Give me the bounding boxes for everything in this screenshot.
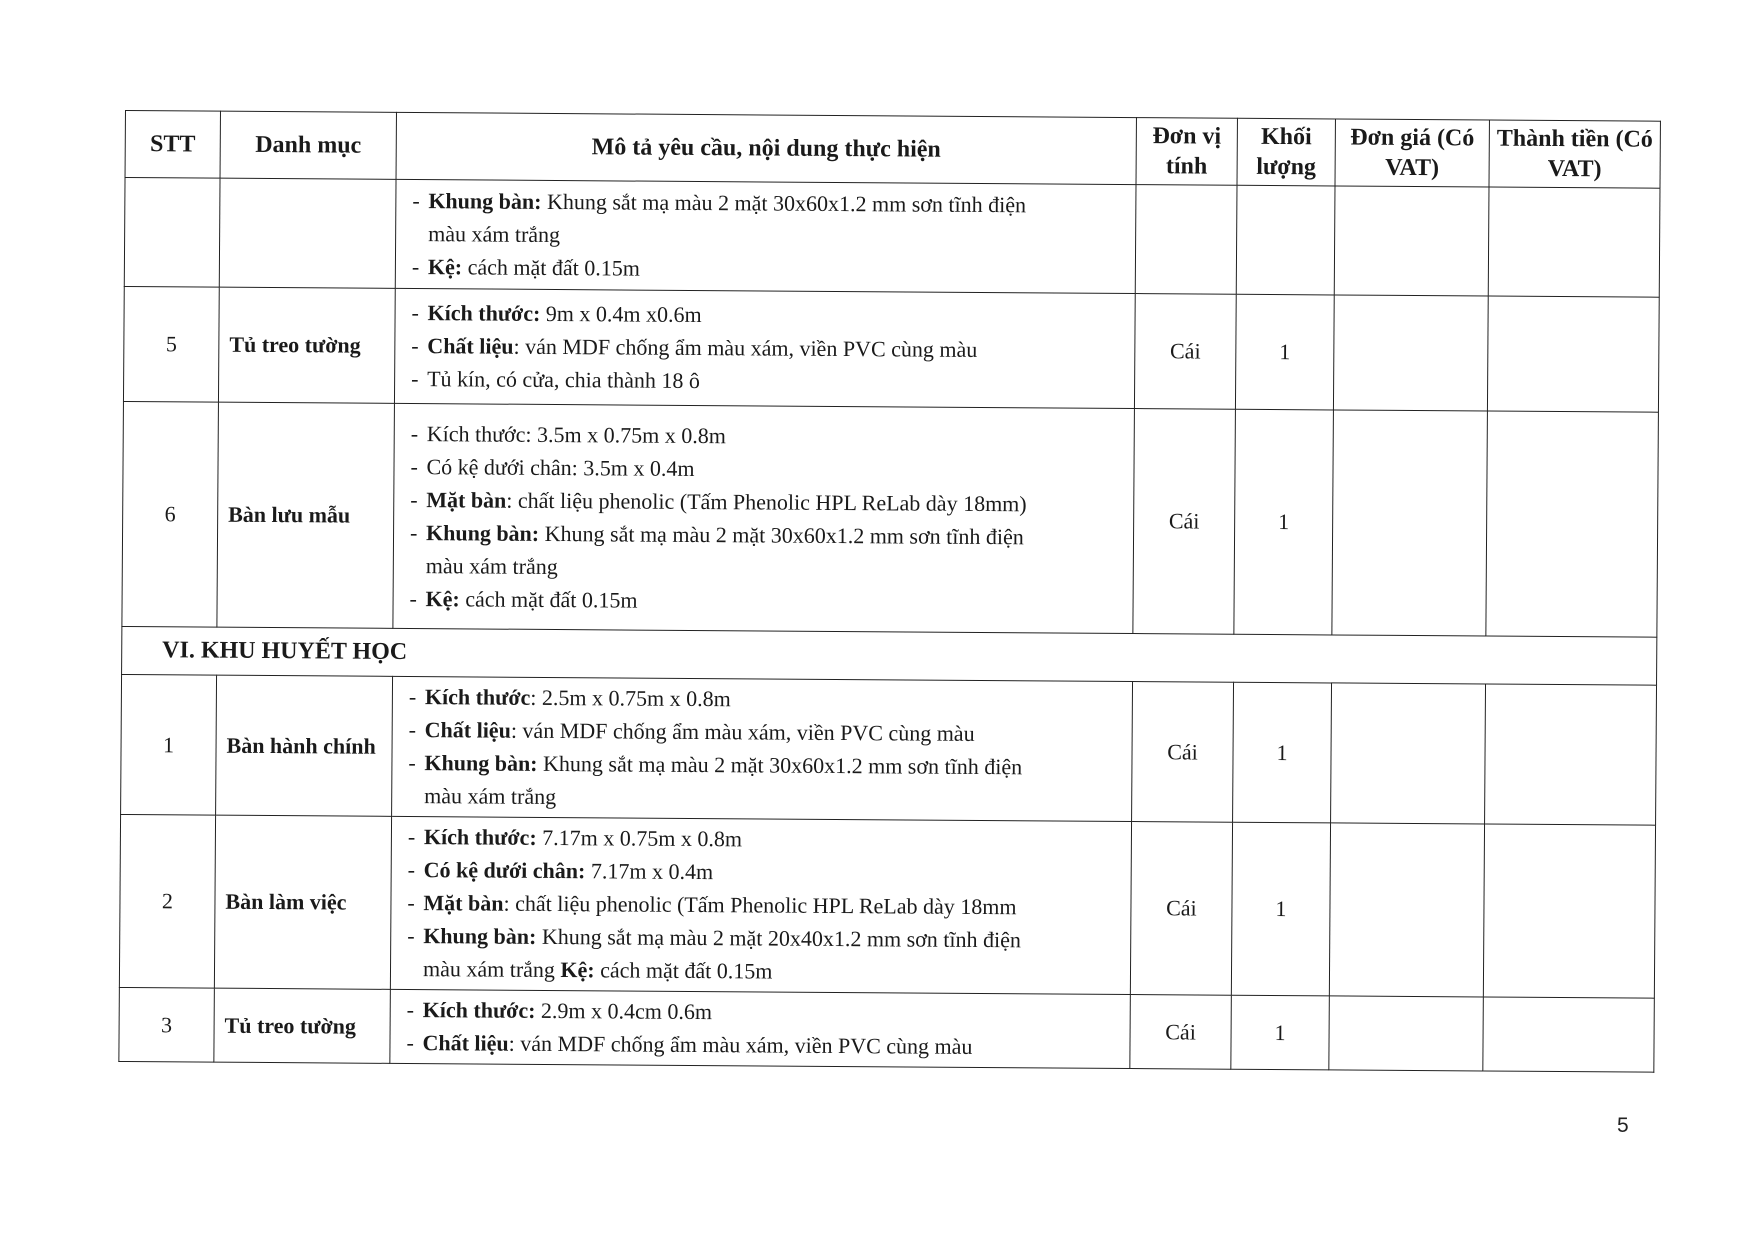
desc-line: - Kích thước: 7.17m x 0.75m x 0.8m [407,823,743,852]
desc-line: - Chất liệu: ván MDF chống ẩm màu xám, viền PVC cùng màu [408,716,975,746]
cell-unit: Cái [1132,682,1234,823]
table-row [123,286,1659,412]
cell-quantity: 1 [1231,995,1330,1070]
cell-quantity: 1 [1234,409,1334,635]
desc-line: - Kích thước: 2.9m x 0.4cm 0.6m [406,996,713,1025]
cell-stt: 2 [119,814,215,988]
cell-stt: 1 [121,674,217,815]
desc-line: - Có kệ dưới chân: 3.5m x 0.4m [410,453,695,481]
desc-line: - Có kệ dưới chân: 7.17m x 0.4m [407,856,714,885]
cell-category: Bàn hành chính [216,675,393,816]
desc-line: - Kệ: cách mặt đất 0.15m [409,585,638,613]
desc-line: - Kích thước: 9m x 0.4m x0.6m [411,300,702,328]
cell-unit: Cái [1134,294,1236,410]
desc-line: - Khung bàn: Khung sắt mạ màu 2 mặt 20x40x1.2 mm sơn tĩnh điện màu xám trắng Kệ: cách mặt đất 0.15m [407,922,1022,984]
section-label: VI. KHU HUYẾT HỌC [162,637,408,665]
cell-total [1485,684,1657,825]
cell-stt [124,178,220,288]
cell-total [1483,997,1655,1072]
cell-unit: Cái [1130,995,1232,1070]
cell-quantity: 1 [1235,294,1334,410]
equipment-spec-table [118,110,1661,1073]
cell-unit [1135,185,1237,295]
header-total: Thành tiền (Có VAT) [1489,120,1660,188]
cell-unit-price [1334,186,1489,296]
cell-quantity: 1 [1231,822,1330,996]
cell-description [392,676,1133,821]
cell-unit-price [1329,823,1484,997]
cell-description [394,288,1135,408]
table-row-continuation [124,178,1660,298]
cell-quantity: 1 [1233,682,1332,823]
cell-total [1486,411,1659,637]
cell-category [219,178,396,288]
table-row [121,674,1657,825]
desc-line: - Chất liệu: ván MDF chống ẩm màu xám, viền PVC cùng màu [406,1029,973,1059]
table-header-row [125,111,1660,189]
table-row [119,814,1655,998]
cell-total [1487,296,1659,412]
table-row [119,987,1654,1072]
cell-unit: Cái [1133,409,1236,635]
cell-stt: 3 [119,987,215,1062]
desc-line: - Mặt bàn: chất liệu phenolic (Tấm Phenolic HPL ReLab dày 18mm) [410,486,1027,516]
cell-total [1483,824,1655,998]
header-unit-price: Đơn giá (Có VAT) [1335,119,1489,187]
desc-line: - Khung bàn: Khung sắt mạ màu 2 mặt 30x60x1.2 mm sơn tĩnh điện màu xám trắng [412,188,1027,248]
cell-description [390,989,1130,1068]
desc-line: - Chất liệu: ván MDF chống ẩm màu xám, viền PVC cùng màu [411,333,978,362]
cell-total [1488,187,1660,297]
desc-line: - Khung bàn: Khung sắt mạ màu 2 mặt 30x60x1.2 mm sơn tĩnh điện màu xám trắng [408,749,1023,810]
cell-category: Tủ treo tường [218,287,395,403]
cell-unit-price [1329,996,1484,1071]
cell-category: Bàn làm việc [214,815,391,989]
header-quantity: Khối lượng [1237,118,1335,186]
cell-description [390,816,1131,994]
cell-unit-price [1333,295,1488,411]
page-number: 5 [1617,1114,1629,1137]
cell-category: Tủ treo tường [214,988,391,1063]
header-unit: Đơn vị tính [1136,118,1237,186]
header-stt: STT [125,111,220,179]
cell-quantity [1236,185,1335,295]
desc-line: - Tủ kín, có cửa, chia thành 18 ô [411,366,701,394]
cell-unit: Cái [1130,822,1232,996]
desc-line: - Khung bàn: Khung sắt mạ màu 2 mặt 30x60x1.2 mm sơn tĩnh điện màu xám trắng [409,519,1024,579]
cell-unit-price [1331,683,1486,824]
header-description: Mô tả yêu cầu, nội dung thực hiện [396,112,1136,184]
desc-line: - Kích thước: 2.5m x 0.75m x 0.8m [408,683,731,712]
cell-description [395,179,1136,293]
cell-stt: 6 [122,401,219,627]
cell-description [393,403,1135,633]
desc-line: - Kệ: cách mặt đất 0.15m [411,254,640,281]
cell-unit-price [1332,410,1488,636]
table-row [122,401,1659,637]
desc-line: - Mặt bàn: chất liệu phenolic (Tấm Phenolic HPL ReLab dày 18mm [407,889,1017,920]
desc-line: - Kích thước: 3.5m x 0.75m x 0.8m [410,420,726,448]
header-category: Danh mục [220,111,396,179]
cell-stt: 5 [123,286,219,402]
cell-category: Bàn lưu mẫu [217,402,395,628]
